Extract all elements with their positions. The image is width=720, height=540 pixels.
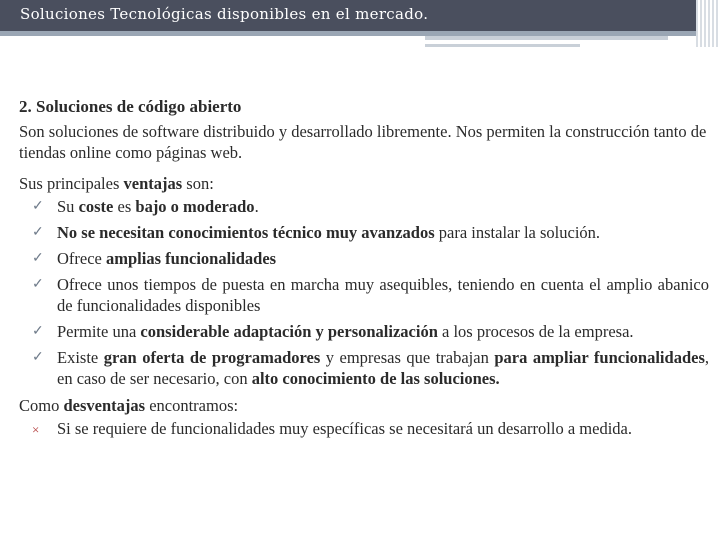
check-icon: ✓ xyxy=(32,350,44,365)
slide-title: Soluciones Tecnológicas disponibles en el mercado. xyxy=(20,5,429,23)
check-icon: ✓ xyxy=(32,199,44,214)
advantage-item: ✓ Ofrece amplias funcionalidades xyxy=(32,249,277,268)
cross-icon: × xyxy=(32,422,40,437)
slide-title-bar xyxy=(0,0,700,24)
advantage-item: ✓ Ofrece unos tiempos de puesta en marcha muy asequibles, teniendo en cuenta el amplio abanico de funcionalidades disponibles xyxy=(32,275,709,315)
advantage-item: ✓ Permite una considerable adaptación y personalización a los procesos de la empresa. xyxy=(32,322,634,341)
section-heading: 2. Soluciones de código abierto xyxy=(19,97,242,116)
disadvantages-intro: Como desventajas encontramos: xyxy=(19,396,239,415)
check-icon: ✓ xyxy=(32,225,44,240)
advantages-list xyxy=(19,196,709,389)
slide-content xyxy=(19,96,709,445)
advantage-item: ✓ Su coste es bajo o moderado. xyxy=(32,197,259,216)
title-bar-band xyxy=(0,24,696,31)
check-icon: ✓ xyxy=(32,251,44,266)
decorative-line xyxy=(425,36,668,40)
disadvantage-item: × Si se requiere de funcionalidades muy específicas se necesitará un desarrollo a medida. xyxy=(32,419,632,438)
decorative-hatch xyxy=(696,0,720,47)
advantages-intro: Sus principales ventajas son: xyxy=(19,174,214,193)
section-intro: Son soluciones de software distribuido y desarrollado libremente. Nos permiten la construcción tanto de tiendas online como páginas web. xyxy=(19,122,707,162)
check-icon: ✓ xyxy=(32,277,44,292)
advantage-item: ✓ No se necesitan conocimientos técnico muy avanzados para instalar la solución. xyxy=(32,223,601,242)
decorative-line xyxy=(425,44,580,47)
advantage-item: ✓ Existe gran oferta de programadores y empresas que trabajan para ampliar funcionalidades, en caso de ser necesario, con alto conocimiento de las soluciones. xyxy=(32,348,709,388)
check-icon: ✓ xyxy=(32,324,44,339)
disadvantages-list xyxy=(19,418,709,439)
